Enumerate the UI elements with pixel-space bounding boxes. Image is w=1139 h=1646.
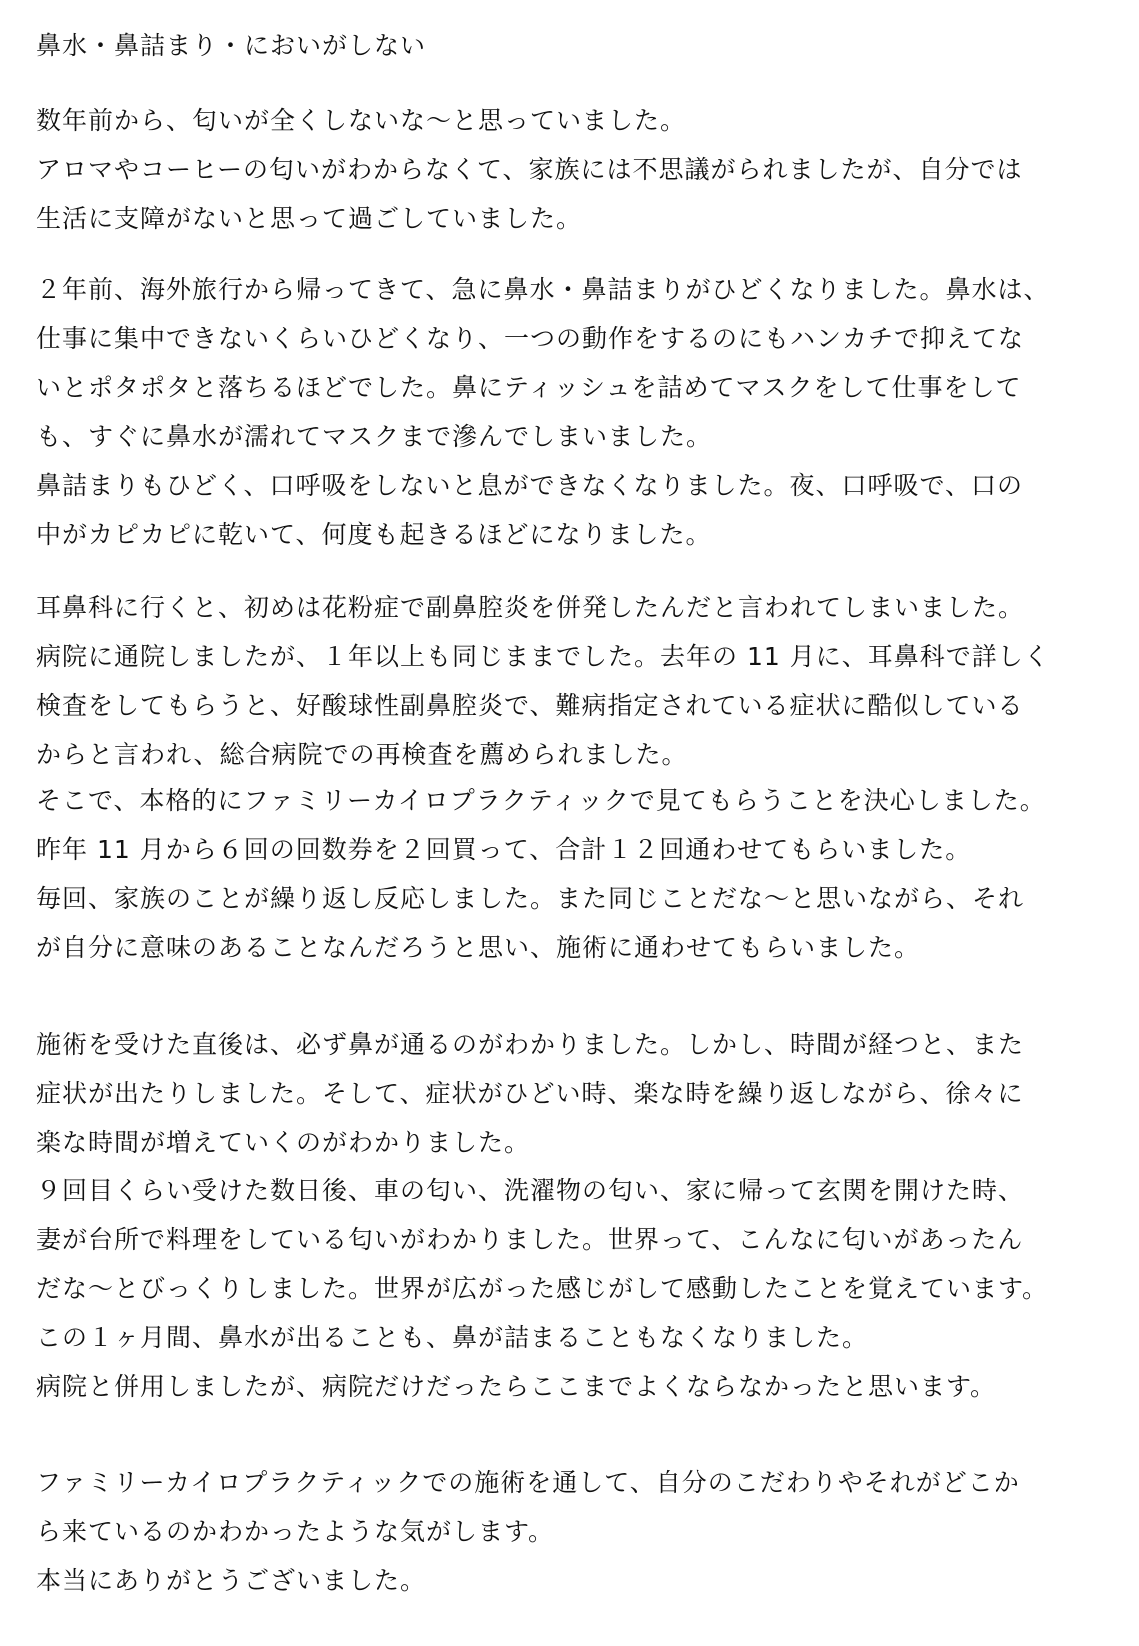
text-line: この１ヶ月間、鼻水が出ることも、鼻が詰まることもなくなりました。: [36, 1323, 869, 1352]
paragraph-3: [36, 583, 1126, 779]
text-line: だな〜とびっくりしました。世界が広がった感じがして感動したことを覚えています。: [36, 1274, 1049, 1303]
text-line: いとポタポタと落ちるほどでした。鼻にティッシュを詰めてマスクをして仕事をして: [36, 373, 1022, 402]
text-line: も、すぐに鼻水が濡れてマスクまで滲んでしまいました。: [36, 422, 713, 451]
text-line: アロマやコーヒーの匂いがわからなくて、家族には不思議がられましたが、自分では: [36, 155, 1023, 184]
paragraph-4: [36, 776, 1126, 972]
text-line: が自分に意味のあることなんだろうと思い、施術に通わせてもらいました。: [36, 933, 921, 962]
text-line: ファミリーカイロプラクティックでの施術を通して、自分のこだわりやそれがどこか: [36, 1468, 1020, 1497]
text-line: 毎回、家族のことが繰り返し反応しました。また同じことだな〜と思いながら、それ: [36, 884, 1025, 913]
text-line: 仕事に集中できないくらいひどくなり、一つの動作をするのにもハンカチで抑えてな: [36, 324, 1025, 353]
document-title: 鼻水・鼻詰まり・においがしない: [36, 31, 427, 60]
text-line: 本当にありがとうございました。: [36, 1566, 427, 1595]
text-line: 生活に支障がないと思って過ごしていました。: [36, 204, 583, 233]
paragraph-6: [36, 1166, 1126, 1411]
text-line: 鼻詰まりもひどく、口呼吸をしないと息ができなくなりました。夜、口呼吸で、口の: [36, 471, 1024, 500]
text-line: 楽な時間が増えていくのがわかりました。: [36, 1128, 531, 1157]
text-line: からと言われ、総合病院での再検査を薦められました。: [36, 740, 688, 769]
text-line: 中がカピカピに乾いて、何度も起きるほどになりました。: [36, 520, 712, 549]
paragraph-2: [36, 265, 1126, 559]
text-line: 妻が台所で料理をしている匂いがわかりました。世界って、こんなに匂いがあったん: [36, 1225, 1024, 1254]
text-line: 症状が出たりしました。そして、症状がひどい時、楽な時を繰り返しながら、徐々に: [36, 1079, 1024, 1108]
text-line: 数年前から、匂いが全くしないな〜と思っていました。: [36, 106, 687, 135]
paragraph-5: [36, 1020, 1126, 1167]
text-line: 施術を受けた直後は、必ず鼻が通るのがわかりました。しかし、時間が経つと、また: [36, 1030, 1025, 1059]
text-line: ９回目くらい受けた数日後、車の匂い、洗濯物の匂い、家に帰って玄関を開けた時、: [36, 1176, 1025, 1205]
text-line: 検査をしてもらうと、好酸球性副鼻腔炎で、難病指定されている症状に酷似している: [36, 691, 1024, 720]
paragraph-7: [36, 1458, 1126, 1605]
text-line: 昨年 11 月から６回の回数券を２回買って、合計１２回通わせてもらいました。: [36, 835, 972, 864]
paragraph-1: [36, 96, 1126, 243]
text-line: そこで、本格的にファミリーカイロプラクティックで見てもらうことを決心しました。: [36, 786, 1046, 815]
text-line: 病院と併用しましたが、病院だけだったらここまでよくならなかったと思います。: [36, 1372, 997, 1401]
text-line: 耳鼻科に行くと、初めは花粉症で副鼻腔炎を併発したんだと言われてしまいました。: [36, 593, 1025, 622]
text-line: ら来ているのかわかったような気がします。: [36, 1517, 555, 1546]
text-line: 病院に通院しましたが、１年以上も同じままでした。去年の 11 月に、耳鼻科で詳しく: [36, 642, 1050, 671]
text-line: ２年前、海外旅行から帰ってきて、急に鼻水・鼻詰まりがひどくなりました。鼻水は、: [36, 275, 1050, 304]
